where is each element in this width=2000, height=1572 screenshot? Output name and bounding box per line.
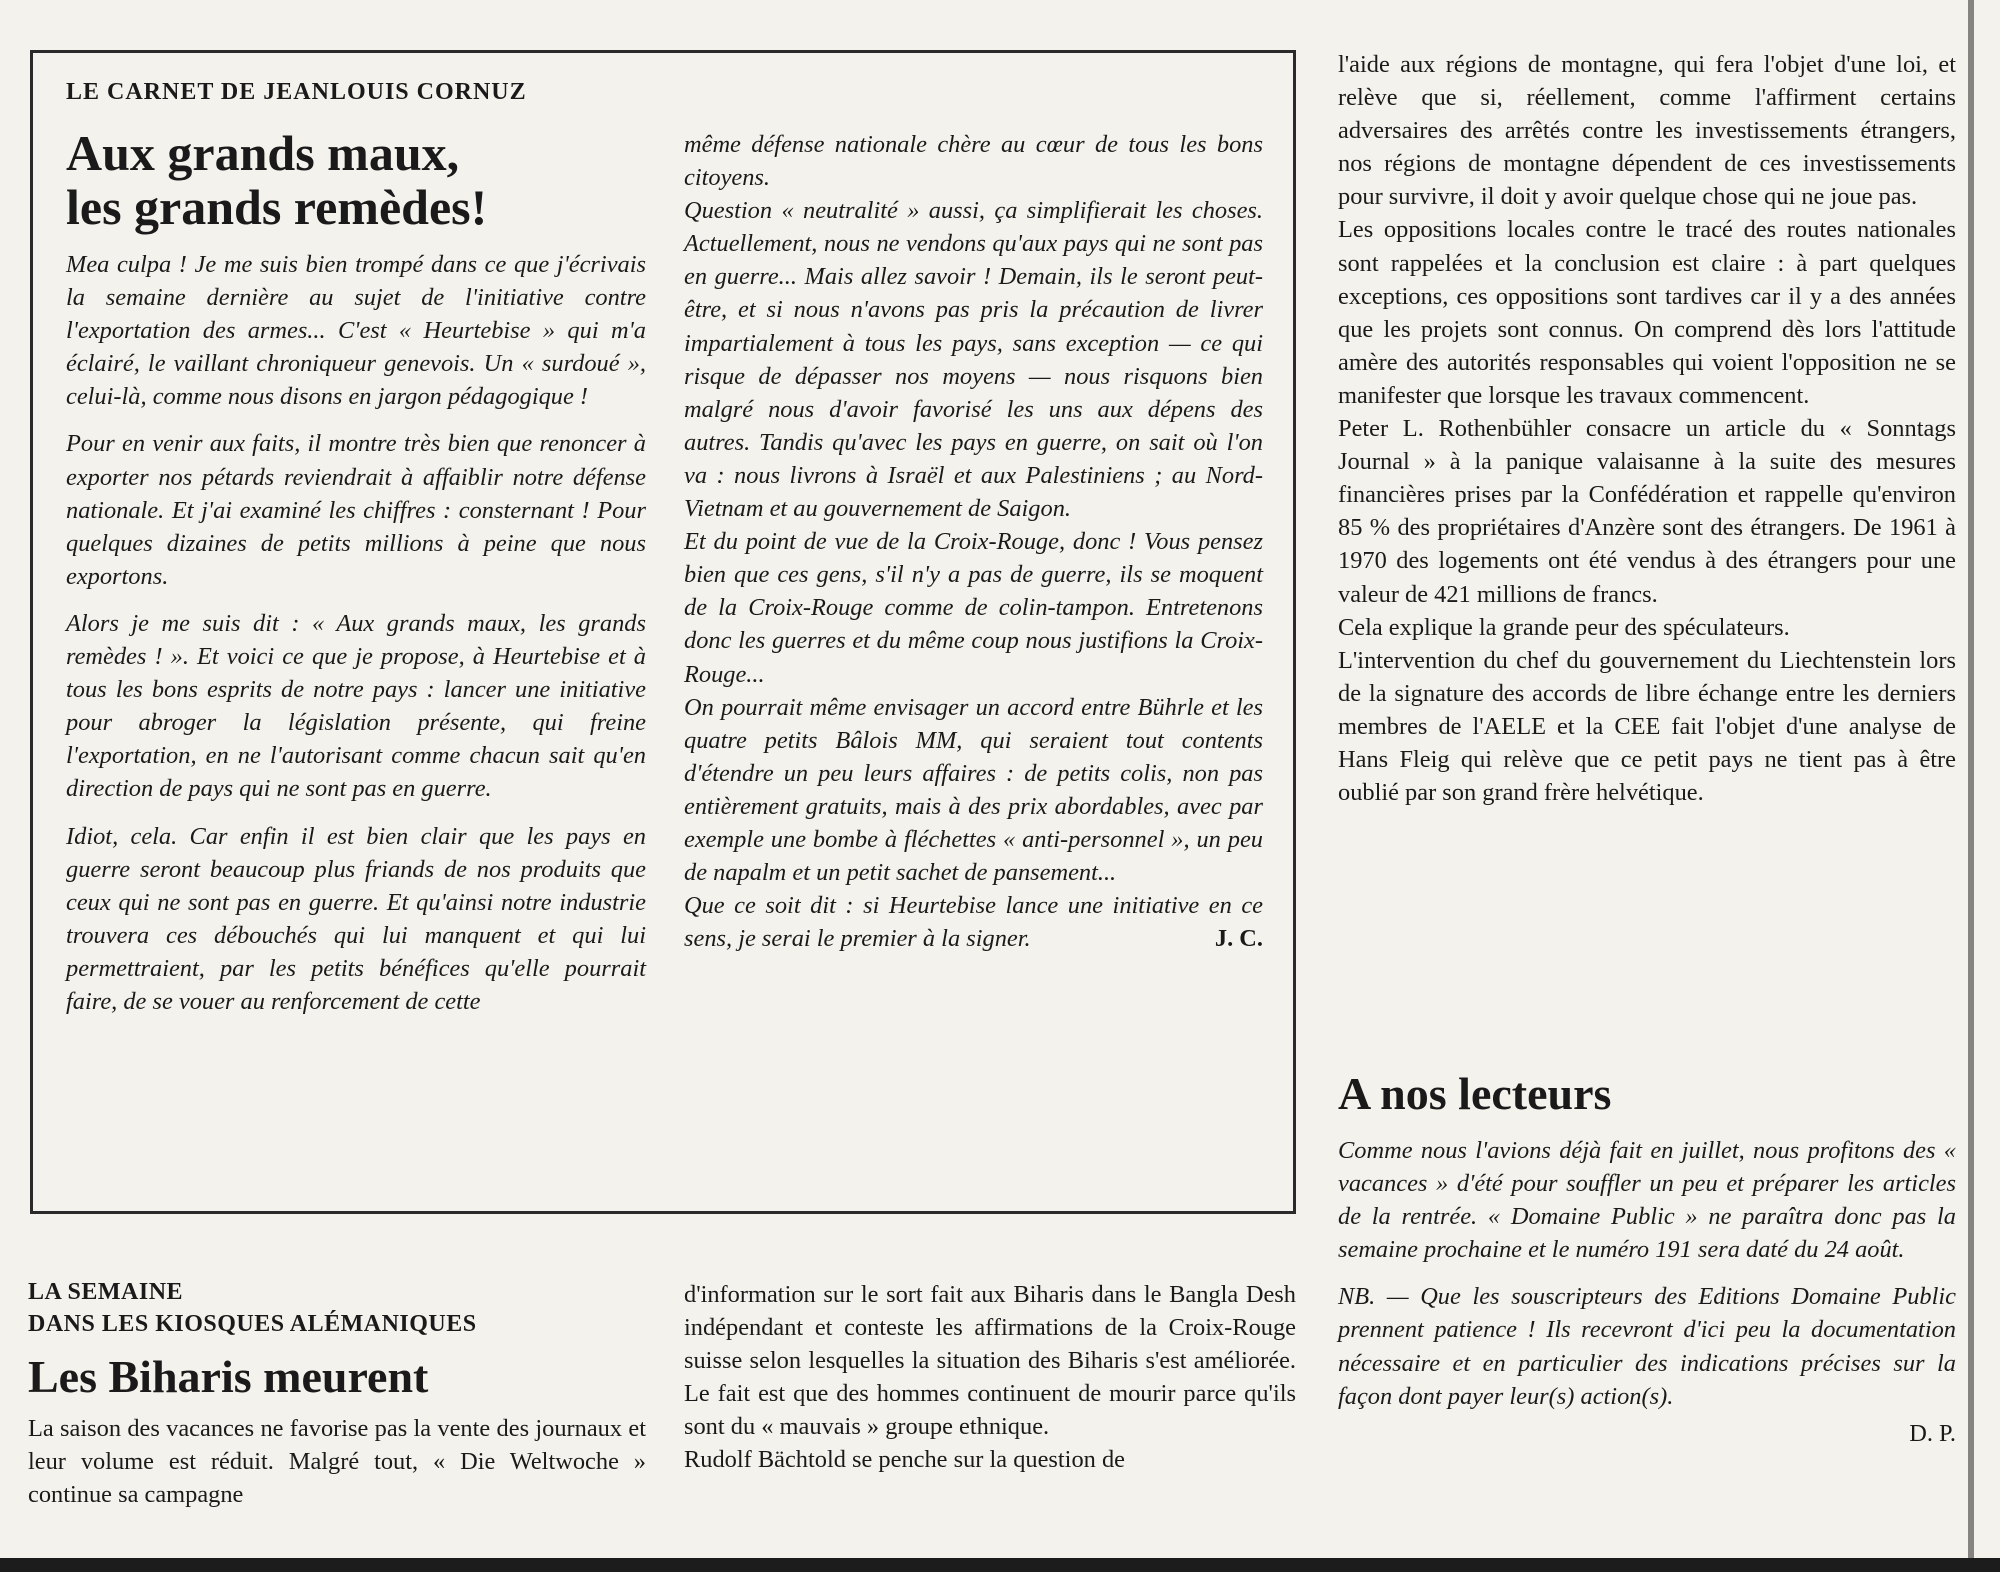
semaine-title: Les Biharis meurent <box>28 1351 429 1402</box>
lecteurs-paragraph: NB. — Que les souscripteurs des Editions Domaine Public prennent patience ! Ils recevront d'ici peu la documentation nécessaire et en particulier des indications précises sur la façon dont payer leur(s) action(s). <box>1338 1283 1956 1410</box>
semaine-kicker-line2: DANS LES KIOSQUES ALÉMANIQUES <box>28 1311 477 1337</box>
page-edge <box>1968 0 1974 1572</box>
semaine-paragraph: Les oppositions locales contre le tracé des routes nationales sont rappelées et la conclusion est claire : à part quelques exceptions, ces oppositions sont tardives car il y a des années que les projets sont connus. On comprend dès lors l'attitude amère des autorités responsables qui voient l'opposition ne se manifester que lorsque les travaux commencent. <box>1338 216 1956 409</box>
carnet-column-1 <box>66 248 646 1018</box>
lecteurs-title: A nos lecteurs <box>1338 1068 1612 1119</box>
carnet-paragraph: même défense nationale chère au cœur de tous les bons citoyens. <box>684 131 1263 192</box>
semaine-paragraph: Cela explique la grande peur des spéculateurs. <box>1338 613 1790 641</box>
carnet-kicker: LE CARNET DE JEANLOUIS CORNUZ <box>66 79 527 105</box>
carnet-paragraph: Pour en venir aux faits, il montre très bien que renoncer à exporter nos pétards reviendrait à affaiblir notre défense nationale. Et j'ai examiné les chiffres : consternant ! Pour quelques dizaines de petits millions à peine que nous exportons. <box>66 430 646 590</box>
carnet-title-line1: Aux grands maux, <box>66 125 460 181</box>
carnet-paragraph: Idiot, cela. Car enfin il est bien clair que les pays en guerre seront beaucoup plus friands de nos produits que ceux qui ne sont pas en guerre. Et qu'ainsi notre industrie trouvera ces débouchés qui lui manquent et qui lui permettraient, par les petits bénéfices qu'elle pourrait faire, de se vouer au renforcement de cette <box>66 822 646 1015</box>
carnet-paragraph: Alors je me suis dit : « Aux grands maux, les grands remèdes ! ». Et voici ce que je propose, à Heurtebise et à tous les bons esprits de notre pays : lancer une initiative pour abroger la législation présente, qui freine l'exportation, en ne l'autorisant comme chacun sait qu'en direction de pays qui ne sont pas en guerre. <box>66 609 646 803</box>
lecteurs-column <box>1338 1134 1956 1450</box>
semaine-paragraph: d'information sur le sort fait aux Biharis dans le Bangla Desh indépendant et conteste les affirmations de la Croix-Rouge suisse selon lesquelles la situation des Biharis s'est améliorée. Le fait est que des hommes continuent de mourir parce qu'ils sont du « mauvais » groupe ethnique. <box>684 1281 1296 1441</box>
carnet-title <box>66 126 487 234</box>
carnet-signature: J. C. <box>1214 925 1263 953</box>
carnet-paragraph: Question « neutralité » aussi, ça simplifierait les choses. Actuellement, nous ne vendons qu'aux pays qui ne sont pas en guerre... Mais allez savoir ! Demain, ils le seront peut-être, et si nous n'avons pas pris la précaution de livrer impartialement à tous les pays, sans exception — ce qui risque de dépasser nos moyens — nous risquons bien malgré nous d'avoir favorisé les uns aux dépens des autres. Tandis qu'avec les pays en guerre, on sait où l'on va : nous livrons à Israël et aux Palestiniens ; au Nord-Vietnam et au gouvernement de Saigon. <box>684 197 1263 523</box>
semaine-paragraph: La saison des vacances ne favorise pas la vente des journaux et leur volume est réduit. Malgré tout, « Die Weltwoche » continue sa campagne <box>28 1415 646 1509</box>
carnet-paragraph: Que ce soit dit : si Heurtebise lance une initiative en ce sens, je serai le premier à la signer. <box>684 892 1263 953</box>
lecteurs-signature: D. P. <box>1909 1419 1956 1447</box>
semaine-column-3 <box>1338 48 1956 809</box>
semaine-paragraph: Rudolf Bächtold se penche sur la question de <box>684 1446 1125 1474</box>
carnet-column-2 <box>684 128 1263 955</box>
semaine-column-1 <box>28 1412 646 1511</box>
semaine-paragraph: Peter L. Rothenbühler consacre un article du « Sonntags Journal » à la panique valaisanne à la suite des mesures financières prises par la Confédération et rappelle qu'environ 85 % des propriétaires d'Anzère sont des étrangers. De 1961 à 1970 des logements ont été vendus à des étrangers pour une valeur de 421 millions de francs. <box>1338 415 1956 608</box>
carnet-title-line2: les grands remèdes! <box>66 179 488 235</box>
semaine-kicker <box>28 1276 477 1340</box>
carnet-paragraph: Mea culpa ! Je me suis bien trompé dans ce que j'écrivais la semaine dernière au sujet de l'initiative contre l'exportation des armes... C'est « Heurtebise » qui m'a éclairé, le vaillant chroniqueur genevois. Un « surdoué », celui-là, comme nous disons en jargon pédagogique ! <box>66 251 646 411</box>
semaine-column-2 <box>684 1278 1296 1477</box>
semaine-kicker-line1: LA SEMAINE <box>28 1279 184 1305</box>
lecteurs-paragraph: Comme nous l'avions déjà fait en juillet, nous profitons des « vacances » d'été pour souffler un peu et préparer les articles de la rentrée. « Domaine Public » ne paraîtra donc pas la semaine prochaine et le numéro 191 sera daté du 24 août. <box>1338 1137 1956 1264</box>
semaine-paragraph: L'intervention du chef du gouvernement du Liechtenstein lors de la signature des accords de libre échange entre les derniers membres de l'AELE et la CEE fait l'objet d'une analyse de Hans Fleig qui relève que ce petit pays ne tient pas à être oublié par son grand frère helvétique. <box>1338 646 1956 807</box>
page-bottom-edge <box>0 1558 2000 1572</box>
carnet-paragraph: Et du point de vue de la Croix-Rouge, donc ! Vous pensez bien que ces gens, s'il n'y a pas de guerre, ils se moquent de la Croix-Rouge comme de colin-tampon. Entretenons donc les guerres et du même coup nous justifions la Croix-Rouge... <box>684 528 1263 688</box>
carnet-paragraph: On pourrait même envisager un accord entre Bührle et les quatre petits Bâlois MM, qui seraient tout contents d'étendre un peu leurs affaires : de petits colis, non pas entièrement gratuits, mais à des prix abordables, avec par exemple une bombe à fléchettes « anti-personnel », un peu de napalm et un petit sachet de pansement... <box>684 693 1263 887</box>
semaine-paragraph: l'aide aux régions de montagne, qui fera l'objet d'une loi, et relève que si, réellement, comme l'affirment certains adversaires des arrêtés contre les investissements étrangers, nos régions de montagne dépendent de ces investissements pour survivre, il doit y avoir quelque chose qui ne joue pas. <box>1338 51 1956 211</box>
